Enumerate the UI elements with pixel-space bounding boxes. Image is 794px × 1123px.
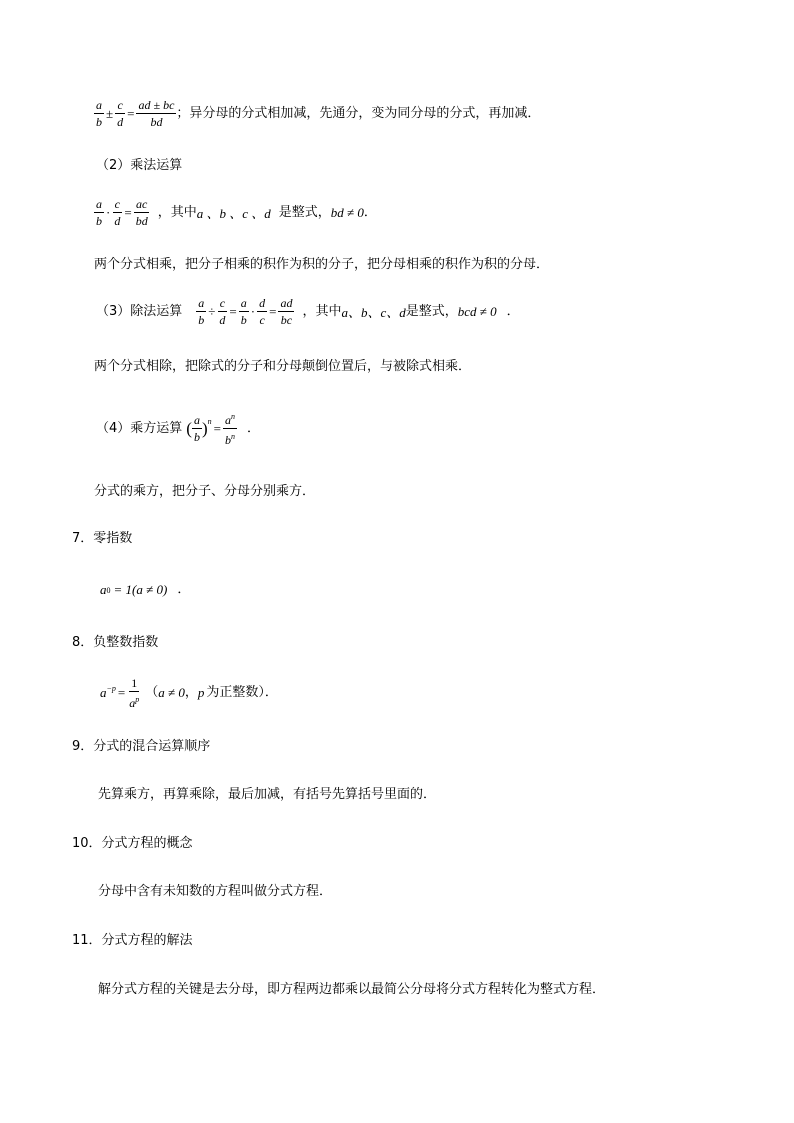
- denominator-base: b: [224, 433, 231, 447]
- condition-prefix: ，其中: [302, 303, 342, 319]
- section-9-description: 先算乘方，再算乘除，最后加减，有括号先算括号里面的．: [98, 787, 437, 802]
- numerator: a: [193, 413, 200, 427]
- numerator: c: [117, 98, 123, 112]
- denominator: c: [259, 313, 265, 327]
- denominator: bc: [280, 313, 293, 327]
- denominator: d: [117, 115, 124, 129]
- denominator: d: [114, 214, 121, 228]
- negative-exponent-formula: [100, 676, 278, 710]
- denominator: b: [96, 115, 102, 129]
- condition-math: bcd ≠ 0: [457, 303, 497, 319]
- denominator: b: [96, 214, 102, 228]
- fraction-c-over-d: [112, 197, 122, 228]
- power-description: 分式的乘方，把分子、分母分别乘方．: [94, 484, 316, 499]
- fraction-a-over-b-2: [239, 296, 249, 327]
- exponent: −p: [106, 683, 116, 693]
- condition-text: 为正整数）．: [206, 685, 278, 700]
- period: ．: [177, 582, 191, 597]
- divide-operator: ÷: [208, 303, 216, 319]
- equals-sign: =: [229, 303, 237, 319]
- fraction-a-over-b: [196, 296, 206, 327]
- zero-exponent-formula: [100, 581, 190, 599]
- numerator: 1: [131, 676, 138, 690]
- base: a: [100, 685, 107, 700]
- fraction-result: [134, 197, 150, 228]
- close-paren: ): [201, 418, 208, 438]
- denominator: [127, 692, 141, 710]
- divide-line: [96, 296, 520, 327]
- fraction-c-over-d: [115, 98, 125, 129]
- numerator: a: [240, 296, 247, 310]
- numerator: a: [96, 197, 102, 211]
- power-heading: （4）乘方运算: [96, 420, 183, 436]
- denominator: d: [219, 313, 226, 327]
- divide-description: 两个分式相除，把除式的分子和分母颠倒位置后，与被除式相乘．: [94, 359, 472, 374]
- numerator: c: [219, 296, 226, 310]
- condition-text: 是整式，: [405, 303, 458, 319]
- dot-operator: ·: [250, 303, 256, 319]
- fraction-result: [278, 296, 294, 327]
- numerator: c: [114, 197, 120, 211]
- denominator: bd: [135, 214, 148, 228]
- denominator: b: [193, 430, 200, 444]
- separator: ，: [184, 685, 198, 700]
- dot-operator: ·: [106, 204, 111, 220]
- equals-sign: =: [124, 204, 132, 220]
- equals-sign: =: [127, 105, 135, 121]
- numerator: a: [198, 296, 205, 310]
- period: ．: [506, 303, 520, 319]
- equals-sign: =: [213, 420, 221, 436]
- section-11-title: 11．分式方程的解法: [72, 933, 193, 948]
- multiply-description: 两个分式相乘，把分子相乘的积作为积的分子，把分母相乘的积作为积的分母．: [94, 257, 550, 272]
- fraction-result: [136, 98, 176, 129]
- denominator: b: [198, 313, 205, 327]
- numerator-exponent: n: [230, 412, 235, 421]
- fraction-d-over-c: [257, 296, 267, 327]
- plus-minus-operator: ±: [106, 105, 114, 121]
- numerator: [223, 410, 237, 429]
- denominator: bd: [150, 115, 163, 129]
- equals-sign: =: [117, 685, 126, 700]
- exponent: n: [207, 417, 212, 426]
- denominator: b: [240, 313, 247, 327]
- fraction-c-over-d: [217, 296, 227, 327]
- base: a: [100, 582, 107, 597]
- condition-variables: a 、b 、c 、d: [196, 206, 271, 221]
- condition-math: bd ≠ 0: [330, 204, 364, 220]
- numerator: a: [96, 98, 102, 112]
- add-rule-text: ；异分母的分式相加减，先通分，变为同分母的分式，再加减．: [176, 105, 541, 121]
- fraction-a-over-b: [94, 98, 104, 129]
- formula-rest: = 1(a ≠ 0): [113, 582, 168, 597]
- numerator: ac: [136, 197, 148, 211]
- fraction-a-over-b: [192, 413, 202, 444]
- section-9-title: 9．分式的混合运算顺序: [72, 739, 211, 754]
- numerator: ad ± bc: [138, 98, 175, 112]
- condition-prefix: ，其中: [157, 204, 197, 220]
- fraction-result: [223, 410, 237, 447]
- open-paren: （: [145, 685, 159, 700]
- numerator: ad: [280, 296, 293, 310]
- section-8-title: 8．负整数指数: [72, 635, 159, 650]
- multiply-formula-line: [94, 197, 377, 228]
- condition-math: a ≠ 0: [158, 685, 185, 700]
- add-rule-line: [94, 98, 540, 129]
- condition-variable: p: [197, 685, 205, 700]
- fraction-a-over-b: [94, 197, 104, 228]
- power-line: [96, 410, 260, 447]
- section-7-title: 7．零指数: [72, 531, 133, 546]
- numerator: d: [259, 296, 266, 310]
- period: ．: [246, 420, 260, 436]
- fraction-result: [127, 676, 141, 710]
- section-10-title: 10．分式方程的概念: [72, 836, 193, 851]
- condition-text: 是整式，: [278, 204, 331, 220]
- divide-heading: （3）除法运算: [96, 303, 183, 319]
- denominator-exponent: n: [230, 432, 235, 441]
- condition-variables: a、b、c、d: [341, 305, 406, 320]
- multiply-heading: （2）乘法运算: [96, 158, 183, 173]
- numerator-base: a: [224, 413, 231, 427]
- section-10-description: 分母中含有未知数的方程叫做分式方程．: [98, 884, 333, 899]
- open-paren: (: [186, 418, 192, 438]
- exponent: 0: [106, 585, 111, 595]
- denominator-exponent: p: [135, 695, 140, 704]
- equals-sign: =: [269, 303, 277, 319]
- denominator: [223, 429, 237, 447]
- denominator-base: a: [129, 696, 136, 710]
- section-11-description: 解分式方程的关键是去分母，即方程两边都乘以最简公分母将分式方程转化为整式方程．: [98, 982, 606, 997]
- period: ．: [363, 204, 377, 220]
